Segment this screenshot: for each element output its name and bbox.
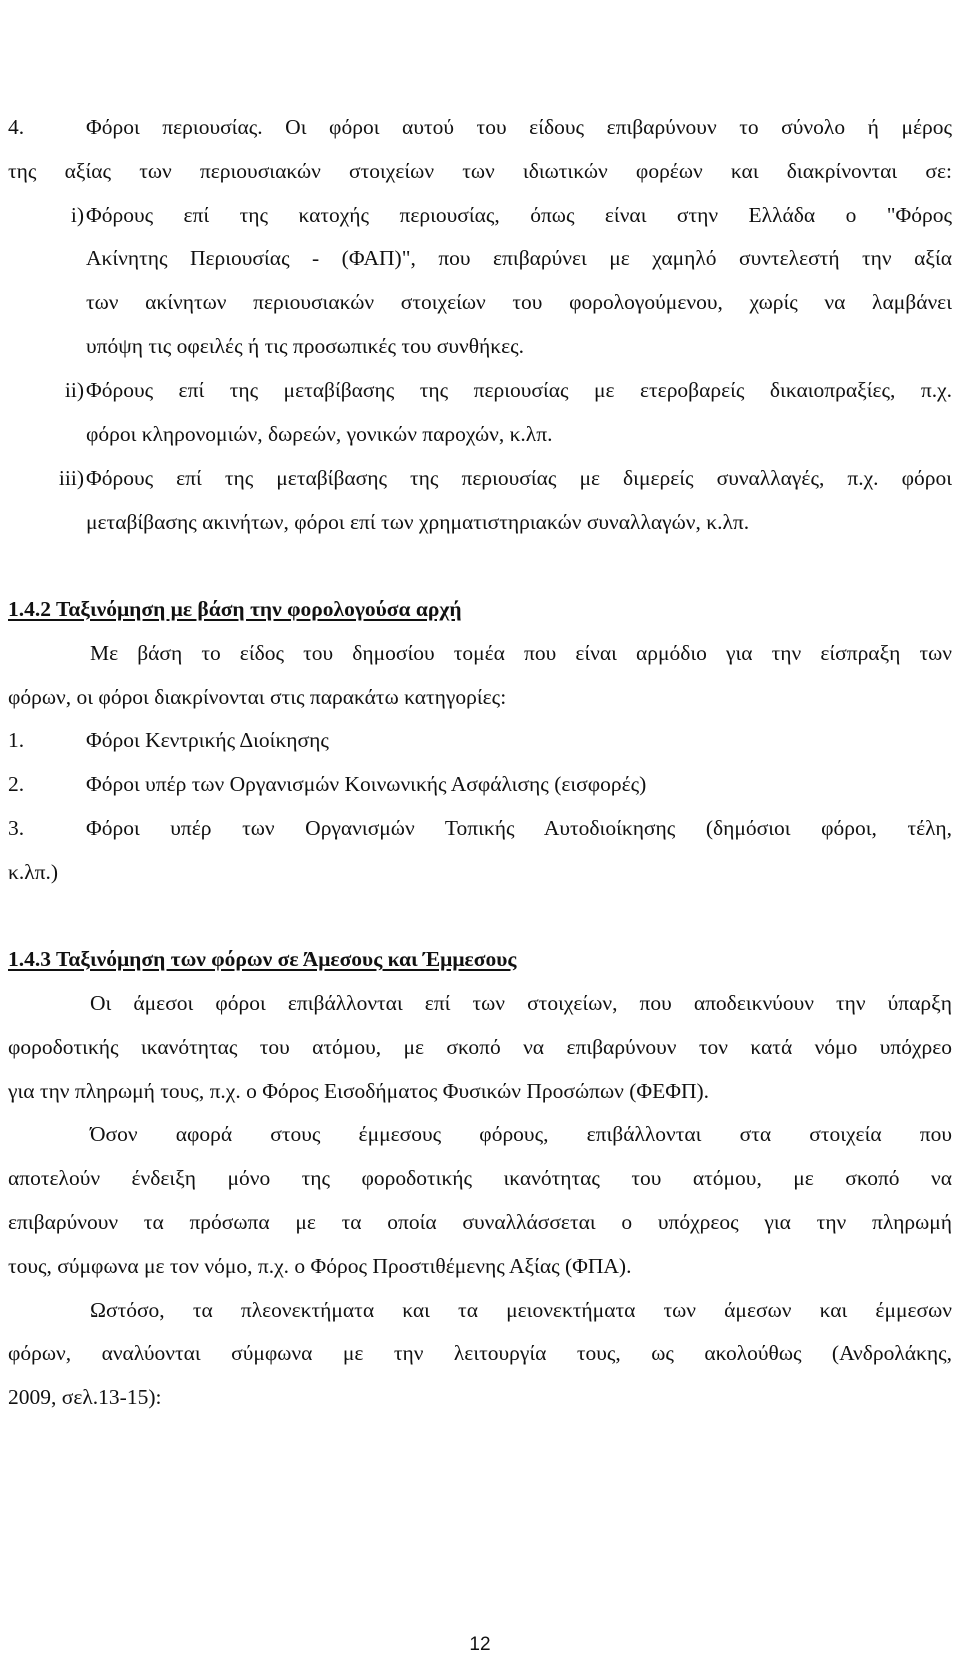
paragraph-line: 2009, σελ.13-15):	[8, 1385, 162, 1409]
section-1-4-2-intro-line-1: Με βάση το είδος του δημοσίου τομέα που είναι αρμόδιο για την είσπραξη των	[90, 641, 952, 665]
roman-item-i-line: Ακίνητης Περιουσίας - (ΦΑΠ)", που επιβαρύνει με χαμηλό συντελεστή την αξία	[86, 246, 952, 270]
list-item-text: Φόροι υπέρ των Οργανισμών Κοινωνικής Ασφάλισης (εισφορές)	[86, 772, 647, 796]
section-heading-1-4-3	[8, 944, 952, 974]
paragraph-line: φοροδοτικής ικανότητας του ατόμου, με σκοπό να επιβαρύνουν τον κατά νόμο υπόχρεο	[8, 1035, 952, 1059]
roman-item-iii-line: μεταβίβασης ακινήτων, φόροι επί των χρηματιστηριακών συναλλαγών, κ.λπ.	[86, 510, 750, 534]
page-number: 12	[469, 1634, 491, 1655]
heading-text: 1.4.2 Ταξινόμηση με βάση την φορολογούσα αρχή	[8, 597, 462, 621]
list-number: 1.	[8, 728, 25, 752]
section-1-4-2-intro-line-2: φόρων, οι φόροι διακρίνονται στις παρακάτω κατηγορίες:	[8, 685, 507, 709]
roman-item-i-line: Φόρους επί της κατοχής περιουσίας, όπως είναι στην Ελλάδα ο "Φόρος	[86, 203, 952, 227]
list-item-3	[8, 813, 952, 843]
list-number: 4.	[8, 115, 25, 139]
roman-item-iii-line: Φόρους επί της μεταβίβασης της περιουσίας με διμερείς συναλλαγές, π.χ. φόροι	[86, 466, 952, 490]
list-item-text: Φόροι περιουσίας. Οι φόροι αυτού του είδους επιβαρύνουν το σύνολο ή μέρος	[86, 115, 952, 139]
roman-marker-iii: iii)	[58, 466, 84, 490]
list-item-1	[8, 725, 952, 755]
list-item-2	[8, 769, 952, 799]
paragraph-line: Ωστόσο, τα πλεονεκτήματα και τα μειονεκτήματα των άμεσων και έμμεσων	[90, 1298, 952, 1322]
heading-text: 1.4.3 Ταξινόμηση των φόρων σε Άμεσους και Έμμεσους	[8, 947, 517, 971]
roman-marker-ii: ii)	[64, 378, 84, 402]
paragraph-line: αποτελούν ένδειξη μόνο της φοροδοτικής ικανότητας του ατόμου, με σκοπό να	[8, 1166, 952, 1190]
paragraph-line: Οι άμεσοι φόροι επιβάλλονται επί των στοιχείων, που αποδεικνύουν την ύπαρξη	[90, 991, 952, 1015]
roman-marker-i: i)	[70, 203, 84, 227]
roman-item-ii-line: Φόρους επί της μεταβίβασης της περιουσίας με ετεροβαρείς δικαιοπραξίες, π.χ.	[86, 378, 952, 402]
list-item-text: Φόροι Κεντρικής Διοίκησης	[86, 728, 329, 752]
paragraph-line: για την πληρωμή τους, π.χ. ο Φόρος Εισοδήματος Φυσικών Προσώπων (ΦΕΦΠ).	[8, 1079, 710, 1103]
list-item-4-line-1	[8, 112, 952, 142]
roman-item-i-line: των ακίνητων περιουσιακών στοιχείων του φορολογούμενου, χωρίς να λαμβάνει	[86, 290, 952, 314]
paragraph-line: Όσον αφορά στους έμμεσους φόρους, επιβάλλονται στα στοιχεία που	[90, 1122, 952, 1146]
paragraph-line: τους, σύμφωνα με τον νόμο, π.χ. ο Φόρος Προστιθέμενης Αξίας (ΦΠΑ).	[8, 1254, 632, 1278]
list-number: 3.	[8, 816, 25, 840]
paragraph-line: φόρων, αναλύονται σύμφωνα με την λειτουργία τους, ως ακολούθως (Ανδρολάκης,	[8, 1341, 952, 1365]
list-item-4-line-2: της αξίας των περιουσιακών στοιχείων των ιδιωτικών φορέων και διακρίνονται σε:	[8, 159, 952, 183]
list-item-3-continuation: κ.λπ.)	[8, 860, 59, 884]
section-heading-1-4-2	[8, 594, 952, 624]
list-number: 2.	[8, 772, 25, 796]
list-item-text: Φόροι υπέρ των Οργανισμών Τοπικής Αυτοδιοίκησης (δημόσιοι φόροι, τέλη,	[86, 816, 952, 840]
roman-item-i-line: υπόψη τις οφειλές ή τις προσωπικές του συνθήκες.	[86, 334, 525, 358]
roman-item-ii-line: φόροι κληρονομιών, δωρεών, γονικών παροχών, κ.λπ.	[86, 422, 553, 446]
paragraph-line: επιβαρύνουν τα πρόσωπα με τα οποία συναλλάσσεται ο υπόχρεος για την πληρωμή	[8, 1210, 952, 1234]
